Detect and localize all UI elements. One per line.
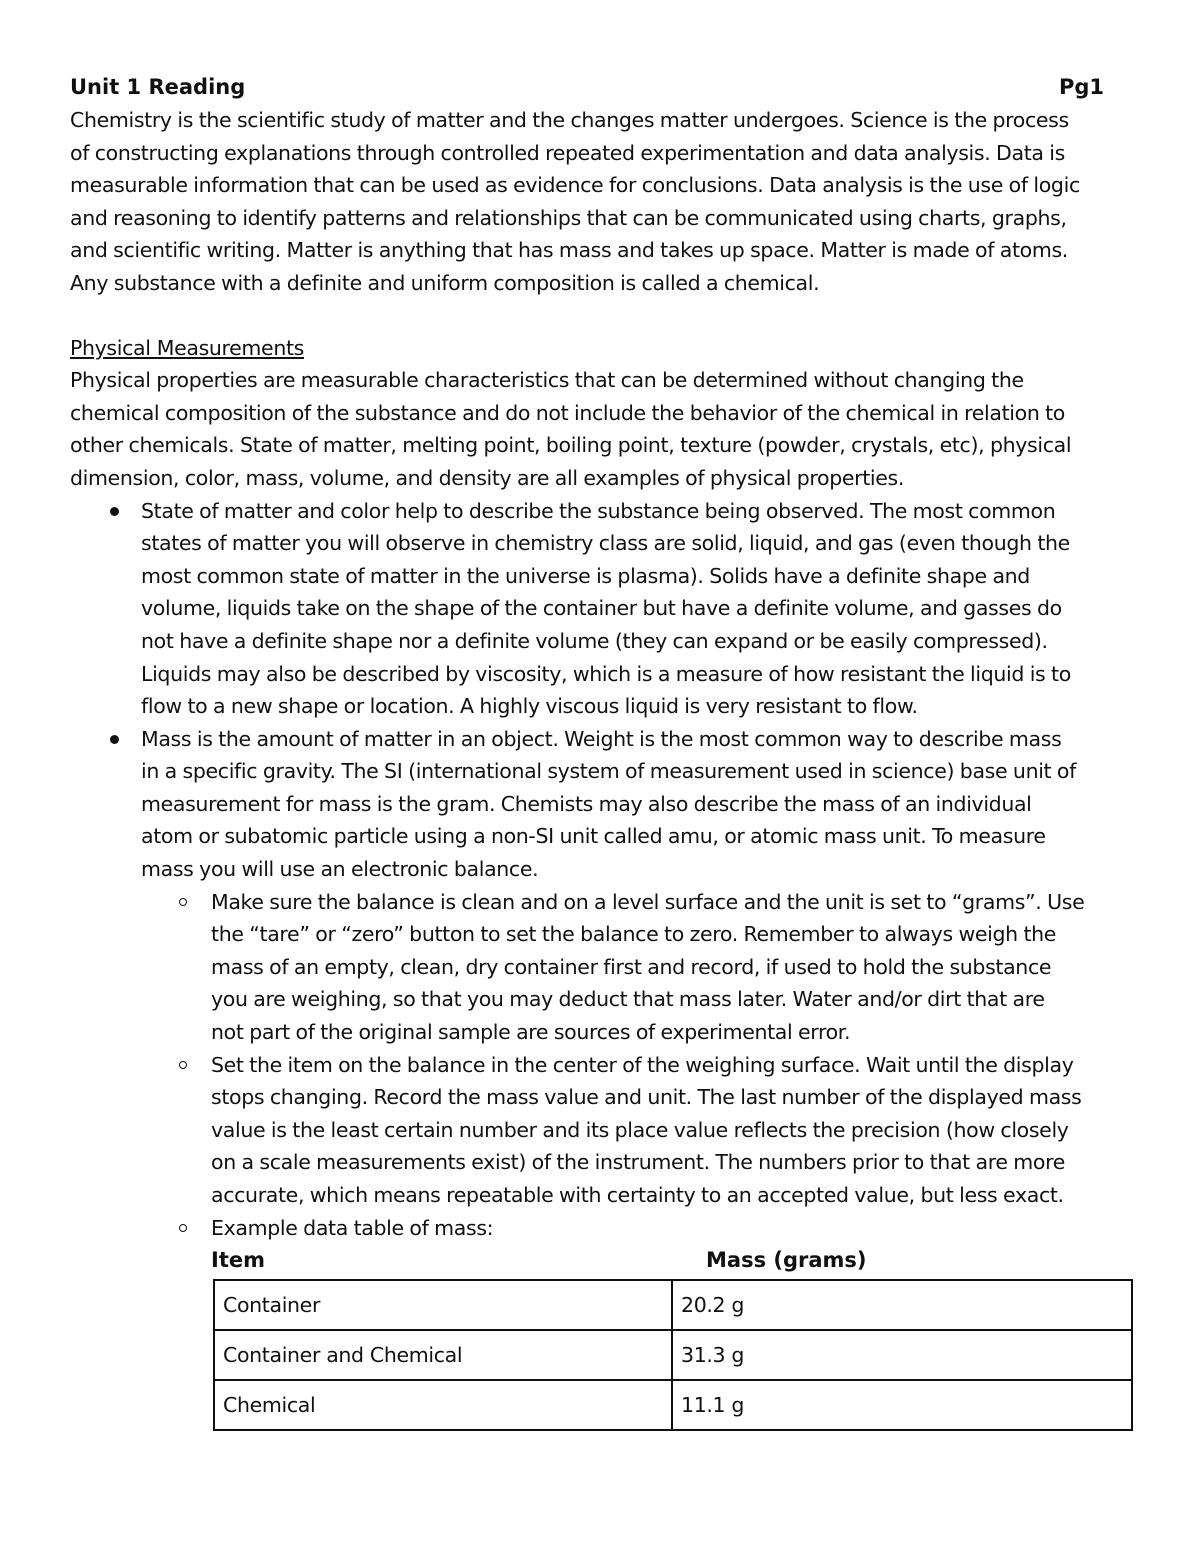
table-cell-mass: 11.1 g — [672, 1380, 1132, 1430]
intro-line: of constructing explanations through controlled repeated experimentation and data analysis. Data is — [70, 140, 1065, 165]
table-cell-mass: 31.3 g — [672, 1330, 1132, 1380]
sub-item-weighing — [70, 1049, 1132, 1212]
document-title: Unit 1 Reading — [70, 75, 246, 99]
sub-line: you are weighing, so that you may deduct that mass later. Water and/or dirt that are — [211, 987, 1045, 1012]
sub-line: on a scale measurements exist) of the instrument. The numbers prior to that are more — [211, 1150, 1065, 1175]
intro-line: and scientific writing. Matter is anything that has mass and takes up space. Matter is made of atoms. — [70, 238, 1068, 263]
bullet-line: flow to a new shape or location. A highly viscous liquid is very resistant to flow. — [141, 694, 918, 719]
sub-item-example-table — [70, 1212, 1132, 1245]
intro-paragraph — [70, 104, 1132, 300]
section-line: dimension, color, mass, volume, and density are all examples of physical properties. — [70, 465, 905, 490]
intro-line: and reasoning to identify patterns and relationships that can be communicated using charts, graphs, — [70, 205, 1067, 230]
sub-item-text — [211, 1049, 1132, 1212]
sub-line: Make sure the balance is clean and on a level surface and the unit is set to “grams”. Use — [211, 889, 1085, 914]
bullet-line: not have a definite shape nor a definite volume (they can expand or be easily compressed). — [141, 628, 1048, 653]
sub-line: accurate, which means repeatable with certainty to an accepted value, but less exact. — [211, 1183, 1064, 1207]
bullet-line: most common state of matter in the universe is plasma). Solids have a definite shape and — [141, 563, 1030, 588]
bullet-line: State of matter and color help to describe the substance being observed. The most common — [141, 498, 1056, 523]
sub-line: value is the least certain number and its place value reflects the precision (how closely — [211, 1117, 1069, 1142]
sub-line: Example data table of mass: — [211, 1215, 494, 1240]
sub-item-text — [211, 886, 1132, 1049]
mass-table-header — [211, 1244, 1132, 1276]
bullet-line: atom or subatomic particle using a non-SI unit called amu, or atomic mass unit. To measure — [141, 824, 1046, 849]
section-paragraph — [70, 364, 1132, 494]
bullet-line: states of matter you will observe in chemistry class are solid, liquid, and gas (even though the — [141, 531, 1070, 556]
intro-line: Any substance with a definite and uniform composition is called a chemical. — [70, 270, 820, 295]
bullet-line: Mass is the amount of matter in an object. Weight is the most common way to describe mass — [141, 726, 1062, 751]
sub-line: Set the item on the balance in the center of the weighing surface. Wait until the display — [211, 1052, 1074, 1077]
table-cell-mass: 20.2 g — [672, 1280, 1132, 1330]
hollow-bullet-icon — [179, 898, 187, 906]
bullet-text — [141, 723, 1132, 886]
intro-line: measurable information that can be used as evidence for conclusions. Data analysis is the use of logic — [70, 173, 1080, 198]
sub-item-text — [211, 1212, 1132, 1245]
sub-line: not part of the original sample are sources of experimental error. — [211, 1020, 851, 1045]
table-row — [214, 1380, 1132, 1430]
bullet-line: Liquids may also be described by viscosity, which is a measure of how resistant the liquid is to — [141, 661, 1071, 686]
sub-item-balance-setup — [70, 886, 1132, 1049]
hollow-bullet-icon — [179, 1061, 187, 1069]
sub-line: the “tare” or “zero” button to set the balance to zero. Remember to always weigh the — [211, 922, 1057, 947]
bullet-dot-icon — [110, 507, 119, 516]
bullet-text — [141, 495, 1132, 723]
page-number: Pg1 — [1058, 75, 1104, 99]
section-heading: Physical Measurements — [70, 335, 304, 360]
table-row — [214, 1330, 1132, 1380]
mass-table-container — [211, 1244, 1132, 1431]
bullet-line: volume, liquids take on the shape of the container but have a definite volume, and gasses do — [141, 596, 1062, 621]
bullet-list — [70, 495, 1132, 886]
table-cell-item: Chemical — [214, 1380, 672, 1430]
header-item: Item — [211, 1248, 265, 1273]
document-page — [70, 70, 1132, 1431]
bullet-line: mass you will use an electronic balance. — [141, 857, 539, 882]
header-mass: Mass (grams) — [706, 1248, 867, 1273]
sub-bullet-list — [70, 886, 1132, 1245]
bullet-item-mass — [70, 723, 1132, 886]
table-row — [214, 1280, 1132, 1330]
hollow-bullet-icon — [179, 1224, 187, 1232]
bullet-dot-icon — [110, 735, 119, 744]
section-line: Physical properties are measurable characteristics that can be determined without changing the — [70, 368, 1024, 393]
table-cell-item: Container — [214, 1280, 672, 1330]
section-line: chemical composition of the substance and do not include the behavior of the chemical in relation to — [70, 400, 1066, 425]
section-line: other chemicals. State of matter, melting point, boiling point, texture (powder, crystals, etc), physical — [70, 433, 1072, 458]
table-cell-item: Container and Chemical — [214, 1330, 672, 1380]
sub-line: stops changing. Record the mass value and unit. The last number of the displayed mass — [211, 1085, 1082, 1110]
bullet-line: in a specific gravity. The SI (international system of measurement used in science) base unit of — [141, 759, 1076, 784]
bullet-line: measurement for mass is the gram. Chemists may also describe the mass of an individual — [141, 791, 1032, 816]
page-header — [70, 70, 1132, 104]
intro-line: Chemistry is the scientific study of matter and the changes matter undergoes. Science is the process — [70, 108, 1069, 132]
sub-line: mass of an empty, clean, dry container first and record, if used to hold the substance — [211, 954, 1052, 979]
bullet-item-state-of-matter — [70, 495, 1132, 723]
mass-table — [213, 1279, 1133, 1431]
